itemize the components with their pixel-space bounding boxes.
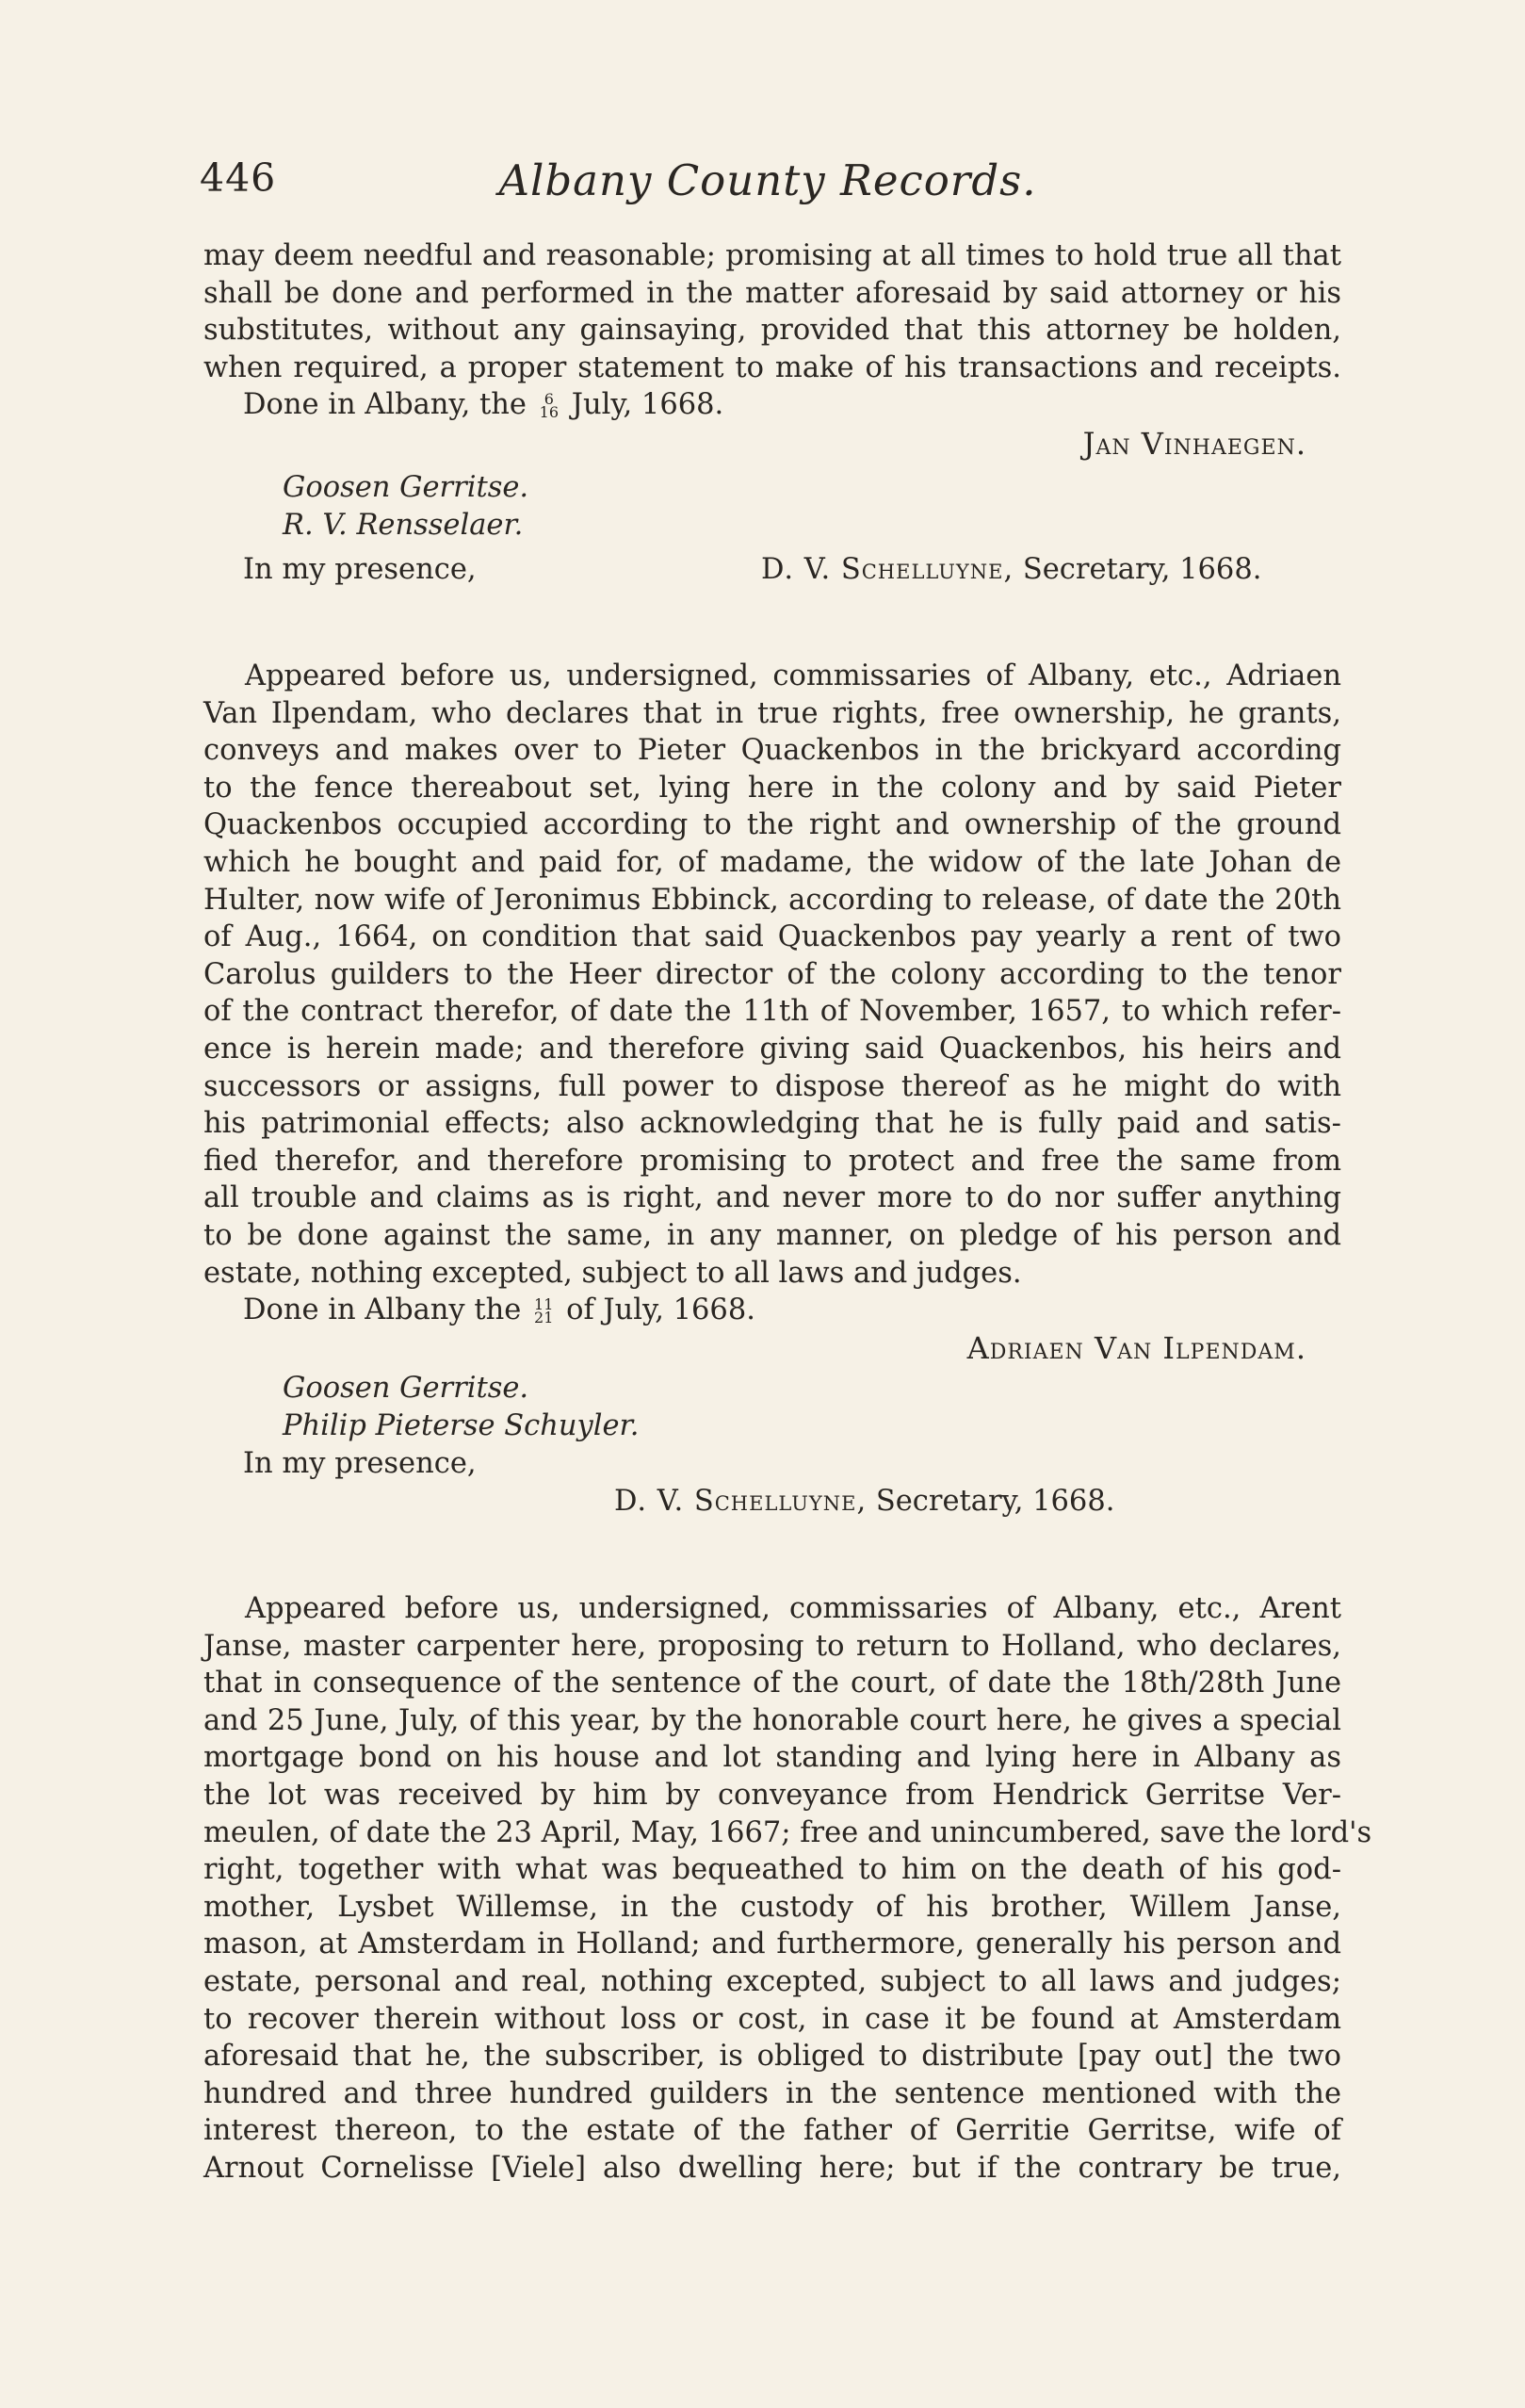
text-line: substitutes, without any gainsaying, provided that this attorney be holden, [203, 314, 1341, 348]
text-line: Quackenbos occupied according to the right and ownership of the ground [203, 808, 1341, 842]
entry1-witness-2: R. V. Rensselaer. [283, 509, 524, 542]
text-line: which he bought and paid for, of madame, the widow of the late Johan de [203, 845, 1341, 879]
text-line: interest thereon, to the estate of the father of Gerritie Gerritse, wife of [203, 2114, 1341, 2148]
text-line: Appeared before us, undersigned, commissaries of Albany, etc., Arent [245, 1592, 1341, 1625]
done-suffix: July, 1668. [571, 388, 724, 421]
entry2-signer: Adriaen Van Ilpendam. [966, 1330, 1306, 1366]
text-line: to the fence thereabout set, lying here in the colony and by said Pieter [203, 771, 1341, 805]
entry2-body [203, 658, 1341, 1292]
entry2-done-line [243, 1293, 755, 1326]
text-line: Arnout Cornelisse [Viele] also dwelling here; but if the contrary be true, [203, 2151, 1341, 2185]
text-line: conveys and makes over to Pieter Quackenbos in the brickyard according [203, 734, 1341, 768]
done-suffix: of July, 1668. [566, 1293, 755, 1326]
text-line: estate, personal and real, nothing excepted, subject to all laws and judges; [203, 1964, 1341, 1998]
text-line: that in consequence of the sentence of the court, of date the 18th/28th June [203, 1667, 1341, 1700]
fraction-top: 6 [543, 390, 554, 408]
fraction-bottom: 16 [539, 403, 560, 421]
text-line: Carolus guilders to the Heer director of the colony according to the tenor [203, 957, 1341, 991]
text-line: Janse, master carpenter here, proposing to return to Holland, who declares, [203, 1629, 1341, 1663]
fraction-bottom: 21 [534, 1309, 554, 1326]
entry2-witness-2: Philip Pieterse Schuyler. [283, 1409, 640, 1442]
text-line: of the contract therefor, of date the 11th of November, 1657, to which refer- [203, 995, 1341, 1029]
text-line: successors or assigns, full power to dispose thereof as he might do with [203, 1069, 1341, 1103]
page-number: 446 [200, 155, 277, 201]
text-line: aforesaid that he, the subscriber, is obliged to distribute [pay out] the two [203, 2040, 1341, 2074]
text-line: all trouble and claims as is right, and never more to do nor suffer anything [203, 1181, 1341, 1215]
text-line: Hulter, now wife of Jeronimus Ebbinck, according to release, of date the 20th [203, 883, 1341, 917]
entry1-secretary [761, 553, 1261, 586]
text-line: fied therefor, and therefore promising to protect and free the same from [203, 1144, 1341, 1178]
entry2-secretary [614, 1485, 1114, 1518]
text-line: to be done against the same, in any manner, on pledge of his person and [203, 1218, 1341, 1252]
text-line: may deem needful and reasonable; promising at all times to hold true all that [203, 239, 1341, 272]
entry2-presence: In my presence, [243, 1447, 477, 1480]
date-fraction [534, 1295, 554, 1326]
secretary-title: Secretary, 1668. [1022, 553, 1262, 586]
text-line: his patrimonial effects; also acknowledging that he is fully paid and satis- [203, 1107, 1341, 1141]
page-header [198, 155, 1338, 212]
entry1-witness-1: Goosen Gerritse. [283, 471, 529, 504]
done-prefix: Done in Albany the [243, 1293, 522, 1326]
text-line: when required, a proper statement to make of his transactions and receipts. [203, 350, 1341, 384]
text-line: mason, at Amsterdam in Holland; and furthermore, generally his person and [203, 1928, 1341, 1961]
text-line: of Aug., 1664, on condition that said Quackenbos pay yearly a rent of two [203, 920, 1341, 954]
text-line: the lot was received by him by conveyance from Hendrick Gerritse Ver- [203, 1778, 1341, 1812]
text-line: mortgage bond on his house and lot standing and lying here in Albany as [203, 1741, 1341, 1775]
text-line: meulen, of date the 23 April, May, 1667; free and unincumbered, save the lord's [203, 1815, 1372, 1849]
text-line: estate, nothing excepted, subject to all laws and judges. [203, 1256, 1022, 1290]
text-line: hundred and three hundred guilders in the sentence mentioned with the [203, 2076, 1341, 2110]
entry1-presence: In my presence, [243, 553, 477, 586]
secretary-name: D. V. Schelluyne, [614, 1485, 868, 1518]
text-line: shall be done and performed in the matter aforesaid by said attorney or his [203, 276, 1341, 310]
entry1-signer: Jan Vinhaegen. [1082, 426, 1306, 462]
done-prefix: Done in Albany, the [243, 388, 527, 421]
entry2-witness-1: Goosen Gerritse. [283, 1372, 529, 1405]
entry1-body [203, 237, 1341, 386]
secretary-title: Secretary, 1668. [875, 1485, 1115, 1518]
running-title: Albany County Records. [498, 155, 1037, 205]
date-fraction [539, 390, 560, 421]
secretary-name: D. V. Schelluyne, [761, 553, 1014, 586]
fraction-top: 11 [534, 1295, 554, 1313]
text-line: right, together with what was bequeathed to him on the death of his god- [203, 1853, 1341, 1887]
text-line: Van Ilpendam, who declares that in true rights, free ownership, he grants, [203, 696, 1341, 730]
text-line: and 25 June, July, of this year, by the honorable court here, he gives a special [203, 1703, 1341, 1737]
entry1-done-line [243, 388, 723, 421]
text-line: ence is herein made; and therefore giving said Quackenbos, his heirs and [203, 1032, 1341, 1066]
entry3-body [203, 1590, 1372, 2188]
text-line: to recover therein without loss or cost, in case it be found at Amsterdam [203, 2002, 1341, 2036]
text-line: mother, Lysbet Willemse, in the custody of his brother, Willem Janse, [203, 1890, 1341, 1924]
text-line: Appeared before us, undersigned, commissaries of Albany, etc., Adriaen [245, 659, 1341, 692]
